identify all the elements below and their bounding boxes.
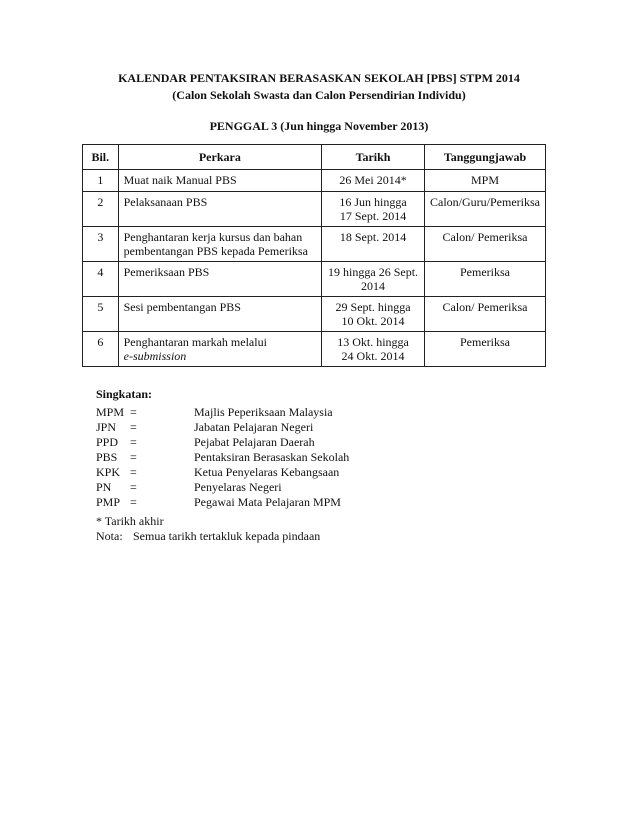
cell-tarikh xyxy=(322,170,425,192)
table-header-row xyxy=(83,145,546,170)
footnote-deadline: * Tarikh akhir xyxy=(96,514,164,528)
abbreviation-key: MPM xyxy=(96,405,125,419)
table-row xyxy=(83,297,546,332)
abbreviation-equals: = xyxy=(130,495,137,509)
cell-bil: 1 xyxy=(83,170,119,192)
cell-tarikh xyxy=(322,192,425,227)
cell-tanggungjawab: Pemeriksa xyxy=(425,262,546,297)
header-tanggungjawab: Tanggungjawab xyxy=(425,145,546,170)
cell-tarikh xyxy=(322,227,425,262)
cell-perkara xyxy=(118,192,321,227)
abbreviation-equals: = xyxy=(130,405,137,419)
table-row xyxy=(83,332,546,367)
cell-tarikh-line: 13 Okt. hingga xyxy=(337,335,409,349)
abbreviation-equals: = xyxy=(130,465,137,479)
cell-bil: 4 xyxy=(83,262,119,297)
cell-tarikh-line: 10 Okt. 2014 xyxy=(341,314,405,328)
cell-tarikh-line: 16 Jun hingga xyxy=(339,195,407,209)
abbreviation-item xyxy=(96,465,349,480)
cell-tarikh-line: 18 Sept. 2014 xyxy=(339,230,407,244)
abbreviation-key: PBS xyxy=(96,450,118,464)
abbreviations-heading: Singkatan: xyxy=(96,387,153,401)
cell-perkara-line: Penghantaran kerja kursus dan bahan xyxy=(123,230,303,244)
cell-tanggungjawab: Calon/ Pemeriksa xyxy=(425,297,546,332)
abbreviation-meaning: Penyelaras Negeri xyxy=(194,480,282,494)
abbreviation-meaning: Majlis Peperiksaan Malaysia xyxy=(194,405,333,419)
table-row xyxy=(83,192,546,227)
cell-perkara xyxy=(118,227,321,262)
cell-bil: 2 xyxy=(83,192,119,227)
abbreviation-key: JPN xyxy=(96,420,117,434)
table-row xyxy=(83,170,546,192)
abbreviation-meaning: Ketua Penyelaras Kebangsaan xyxy=(194,465,340,479)
abbreviation-equals: = xyxy=(130,480,137,494)
calendar-table xyxy=(82,144,546,367)
header-bil: Bil. xyxy=(83,145,119,170)
abbreviation-equals: = xyxy=(130,420,137,434)
abbreviation-key: KPK xyxy=(96,465,121,479)
header-perkara: Perkara xyxy=(118,145,321,170)
nota-text: Semua tarikh tertakluk kepada pindaan xyxy=(133,529,321,543)
cell-tarikh-line: 26 Mei 2014* xyxy=(339,173,407,187)
abbreviation-equals: = xyxy=(130,450,137,464)
abbreviation-meaning: Pegawai Mata Pelajaran MPM xyxy=(194,495,341,509)
nota-line xyxy=(96,529,320,544)
cell-perkara-line: Muat naik Manual PBS xyxy=(123,173,237,187)
abbreviation-key: PPD xyxy=(96,435,119,449)
cell-perkara-line-italic: e-submission xyxy=(123,349,187,363)
cell-tanggungjawab: Calon/Guru/Pemeriksa xyxy=(425,192,546,227)
abbreviation-item xyxy=(96,480,349,495)
abbreviation-item xyxy=(96,420,349,435)
abbreviation-meaning: Pentaksiran Berasaskan Sekolah xyxy=(194,450,350,464)
abbreviations-list xyxy=(96,405,349,510)
abbreviation-equals: = xyxy=(130,435,137,449)
abbreviation-item xyxy=(96,435,349,450)
document-subtitle: PENGGAL 3 (Jun hingga November 2013) xyxy=(209,119,429,133)
cell-perkara-line: Penghantaran markah melalui xyxy=(123,335,267,349)
cell-tarikh-line: 2014 xyxy=(361,279,386,293)
cell-perkara xyxy=(118,262,321,297)
cell-bil: 3 xyxy=(83,227,119,262)
table-row xyxy=(83,262,546,297)
cell-tarikh xyxy=(322,332,425,367)
cell-tarikh xyxy=(322,297,425,332)
cell-tarikh-line: 24 Okt. 2014 xyxy=(341,349,405,363)
cell-perkara xyxy=(118,297,321,332)
abbreviation-item xyxy=(96,405,349,420)
cell-perkara xyxy=(118,332,321,367)
abbreviation-item xyxy=(96,450,349,465)
cell-tanggungjawab: Calon/ Pemeriksa xyxy=(425,227,546,262)
abbreviation-key: PMP xyxy=(96,495,121,509)
abbreviation-item xyxy=(96,495,349,510)
cell-perkara-line: Sesi pembentangan PBS xyxy=(123,300,241,314)
cell-tarikh-line: 29 Sept. hingga xyxy=(335,300,411,314)
document-title-line2: (Calon Sekolah Swasta dan Calon Persendirian Individu) xyxy=(172,88,466,102)
document-title: KALENDAR PENTAKSIRAN BERASASKAN SEKOLAH [PBS] STPM 2014 xyxy=(118,71,520,85)
cell-tanggungjawab: MPM xyxy=(425,170,546,192)
cell-tarikh-line: 19 hingga 26 Sept. xyxy=(328,265,419,279)
header-tarikh: Tarikh xyxy=(322,145,425,170)
cell-tarikh xyxy=(322,262,425,297)
nota-label: Nota: xyxy=(96,529,123,543)
cell-perkara-line: Pelaksanaan PBS xyxy=(123,195,208,209)
cell-perkara-line: Pemeriksaan PBS xyxy=(123,265,210,279)
table-row xyxy=(83,227,546,262)
cell-bil: 5 xyxy=(83,297,119,332)
cell-tanggungjawab: Pemeriksa xyxy=(425,332,546,367)
cell-perkara-line: pembentangan PBS kepada Pemeriksa xyxy=(123,244,308,258)
abbreviation-meaning: Pejabat Pelajaran Daerah xyxy=(194,435,315,449)
cell-bil: 6 xyxy=(83,332,119,367)
abbreviation-key: PN xyxy=(96,480,112,494)
cell-tarikh-line: 17 Sept. 2014 xyxy=(339,209,407,223)
cell-perkara xyxy=(118,170,321,192)
abbreviation-meaning: Jabatan Pelajaran Negeri xyxy=(194,420,314,434)
